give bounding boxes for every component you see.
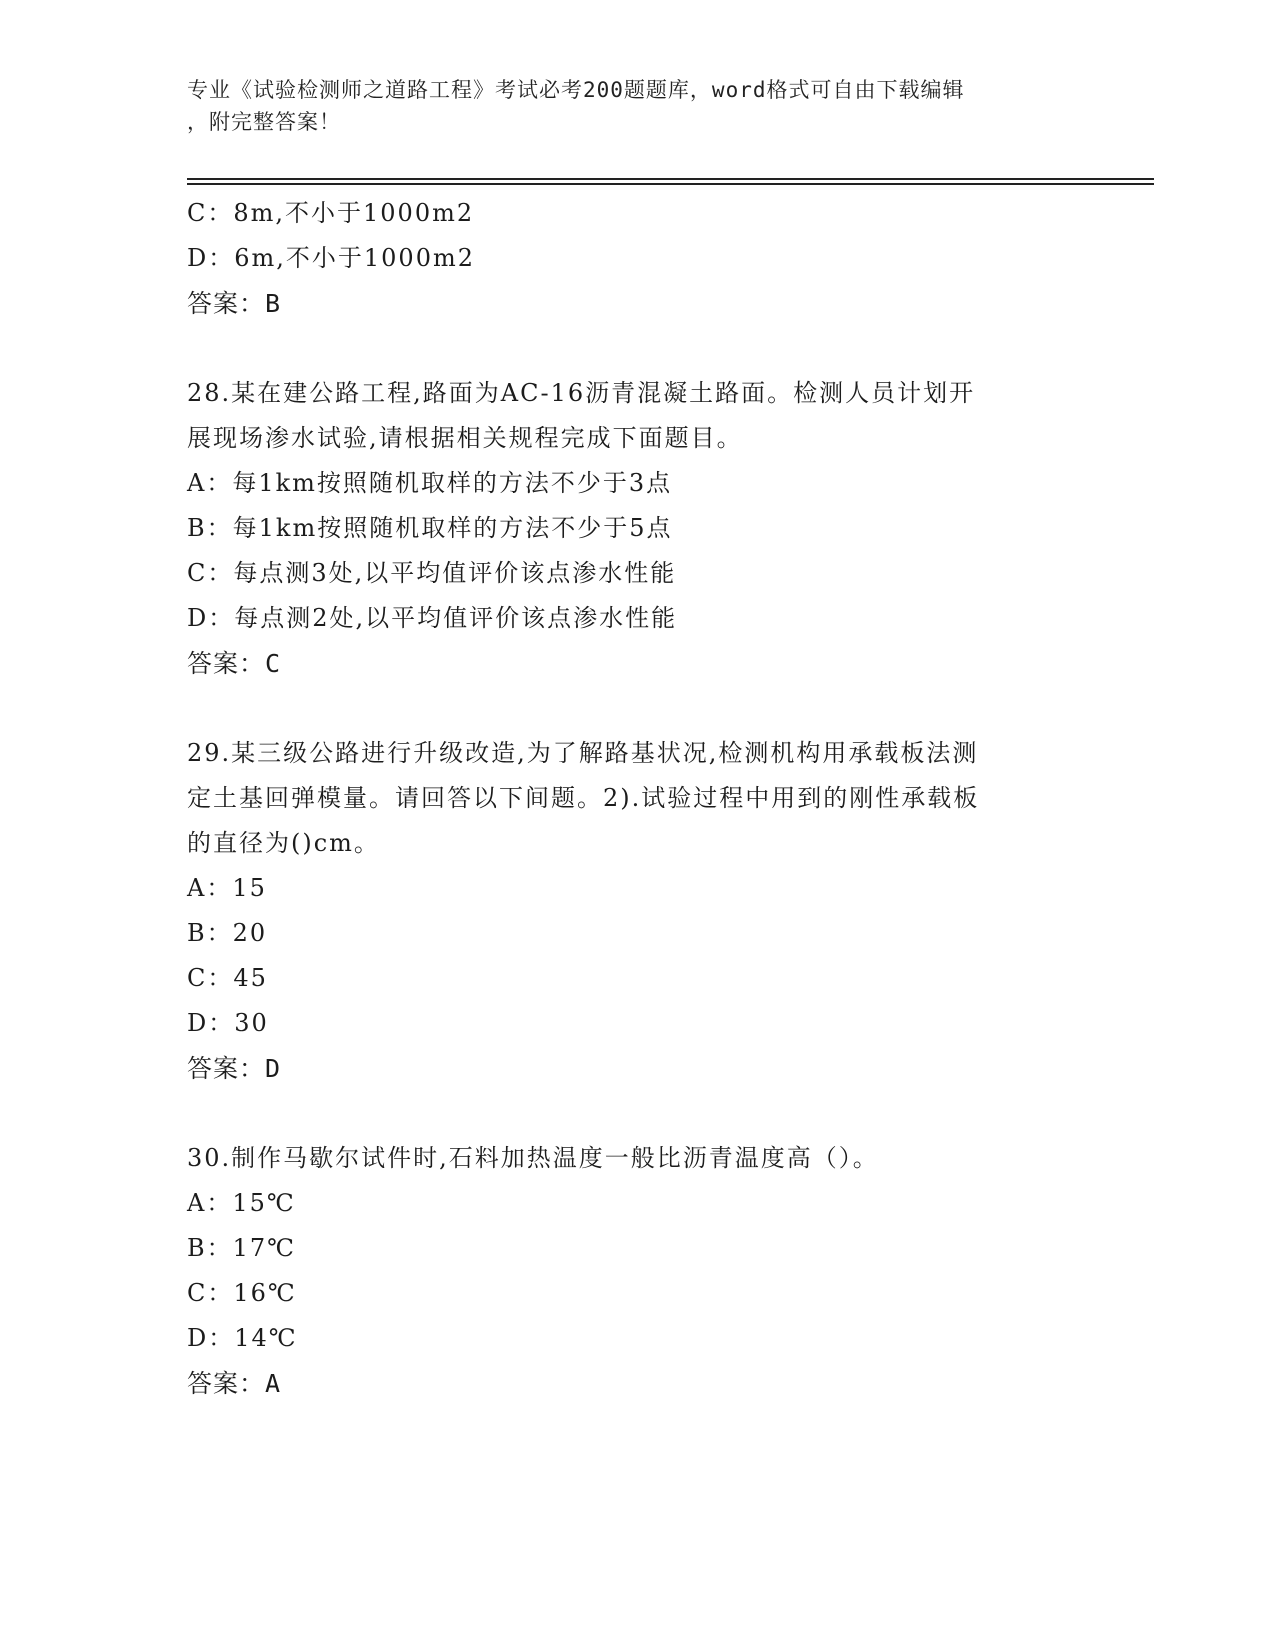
- question-stem-line: 29.某三级公路进行升级改造,为了解路基状况,检测机构用承载板法测: [187, 739, 979, 767]
- header-title-line-2: ，附完整答案！: [187, 110, 341, 134]
- header-divider-top: [187, 178, 1154, 180]
- document-header: [187, 74, 1067, 138]
- option-d: D：14℃: [187, 1324, 298, 1352]
- question-27-tail: [187, 191, 1087, 326]
- option-d: D：30: [187, 1009, 269, 1037]
- option-d: D：每点测2处,以平均值评价该点渗水性能: [187, 604, 678, 632]
- header-title-line-1: 专业《试验检测师之道路工程》考试必考200题题库，word格式可自由下载编辑: [187, 78, 965, 102]
- option-c: C：16℃: [187, 1279, 297, 1307]
- answer-line: 答案：D: [187, 1054, 282, 1083]
- question-28: [187, 371, 1087, 686]
- option-a: A：每1km按照随机取样的方法不少于3点: [187, 469, 673, 497]
- question-stem-line: 展现场渗水试验,请根据相关规程完成下面题目。: [187, 424, 743, 452]
- question-stem-line: 30.制作马歇尔试件时,石料加热温度一般比沥青温度高（）。: [187, 1144, 879, 1172]
- option-a: A：15: [187, 874, 267, 902]
- spacer: [187, 326, 1087, 371]
- question-30: [187, 1136, 1087, 1406]
- option-a: A：15℃: [187, 1189, 296, 1217]
- answer-line: 答案：B: [187, 289, 282, 318]
- option-c: C：45: [187, 964, 268, 992]
- question-stem-line: 的直径为()cm。: [187, 829, 380, 857]
- question-list: [187, 191, 1087, 1406]
- question-29: [187, 731, 1087, 1091]
- question-stem-line: 定土基回弹模量。请回答以下间题。2).试验过程中用到的刚性承载板: [187, 784, 980, 812]
- spacer: [187, 1091, 1087, 1136]
- answer-line: 答案：C: [187, 649, 282, 678]
- option-b: B：17℃: [187, 1234, 297, 1262]
- answer-line: 答案：A: [187, 1369, 282, 1398]
- header-divider-bottom: [187, 183, 1154, 185]
- option-c: C：8m,不小于1000m2: [187, 199, 475, 227]
- option-b: B：20: [187, 919, 268, 947]
- option-d: D：6m,不小于1000m2: [187, 244, 476, 272]
- option-b: B：每1km按照随机取样的方法不少于5点: [187, 514, 673, 542]
- option-c: C：每点测3处,以平均值评价该点渗水性能: [187, 559, 677, 587]
- question-stem-line: 28.某在建公路工程,路面为AC-16沥青混凝土路面。检测人员计划开: [187, 379, 976, 407]
- spacer: [187, 686, 1087, 731]
